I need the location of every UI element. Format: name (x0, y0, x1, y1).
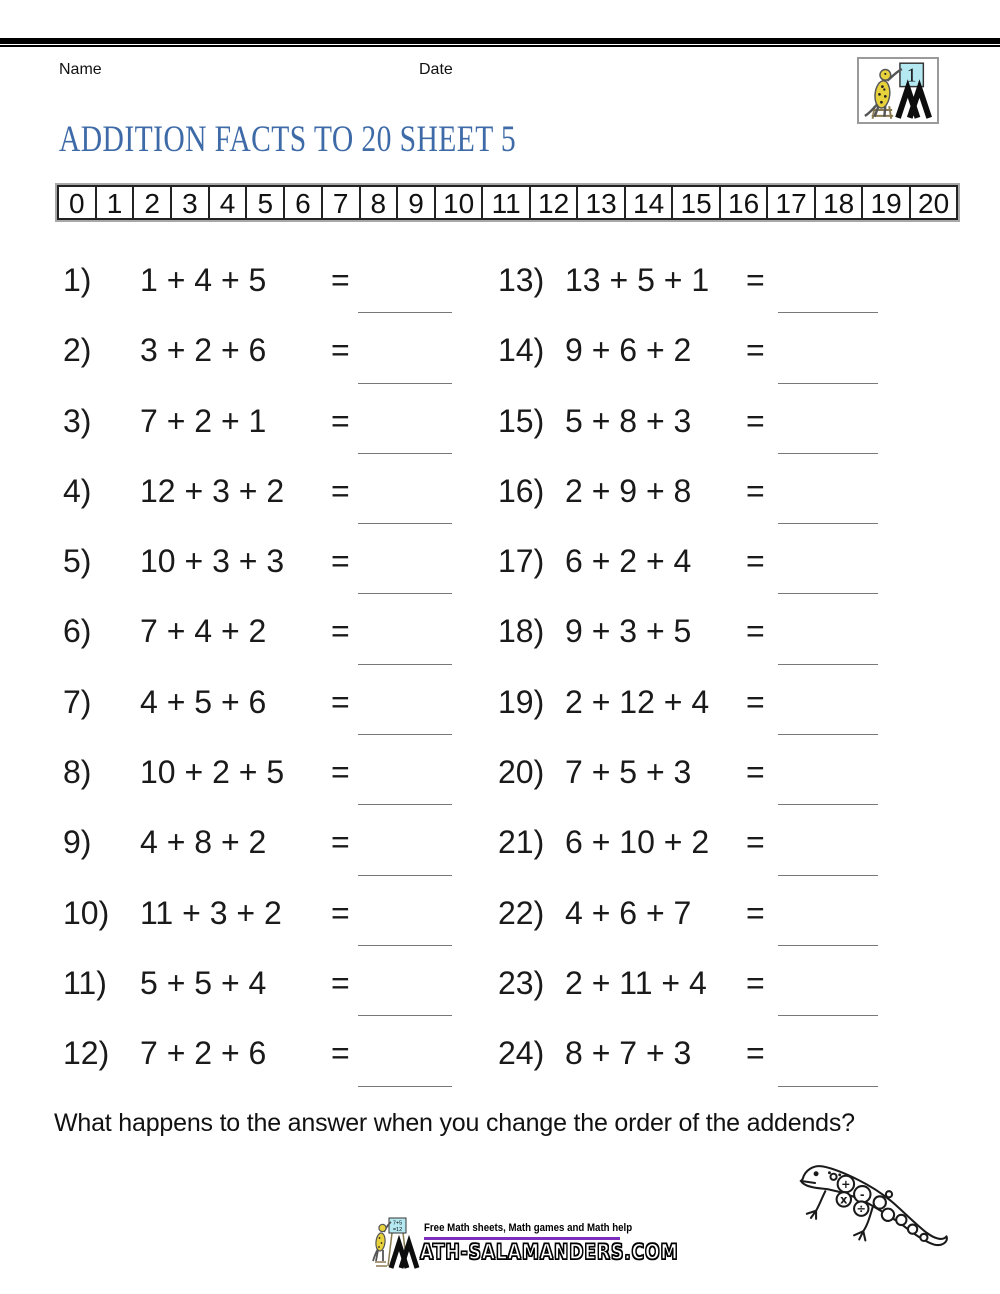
problem-row (0, 539, 1000, 609)
number-line-cell: 8 (361, 187, 399, 218)
problem-number: 4) (63, 472, 92, 509)
equals-sign: = (331, 683, 350, 720)
date-label: Date (419, 61, 453, 78)
problem-number: 19) (498, 683, 545, 720)
problem-expression: 4 + 8 + 2 (140, 824, 267, 861)
equals-sign: = (746, 472, 765, 509)
answer-blank[interactable] (778, 1015, 878, 1016)
footer-salamander-icon (372, 1216, 420, 1270)
salamander-drawing (788, 1146, 953, 1261)
number-line-cell: 18 (816, 187, 864, 218)
problem-number: 18) (498, 613, 545, 650)
problems-grid (0, 258, 1000, 1102)
equals-sign: = (331, 894, 350, 931)
problem-expression: 8 + 7 + 3 (565, 1035, 692, 1072)
answer-blank[interactable] (778, 804, 878, 805)
problem-number: 2) (63, 332, 92, 369)
equals-sign: = (331, 613, 350, 650)
problem-row (0, 399, 1000, 469)
number-line-cell: 7 (323, 187, 361, 218)
problem-row (0, 258, 1000, 328)
answer-blank[interactable] (778, 734, 878, 735)
problem-expression: 2 + 11 + 4 (565, 964, 707, 1001)
equals-sign: = (746, 613, 765, 650)
answer-blank[interactable] (358, 734, 452, 735)
problem-number: 8) (63, 754, 92, 791)
problem-number: 22) (498, 894, 545, 931)
answer-blank[interactable] (778, 383, 878, 384)
problem-number: 7) (63, 683, 92, 720)
number-line-cell: 20 (918, 188, 950, 219)
answer-blank[interactable] (778, 593, 878, 594)
problem-expression: 4 + 5 + 6 (140, 683, 267, 720)
problem-expression: 7 + 4 + 2 (140, 613, 267, 650)
number-line-cell: 14 (626, 187, 674, 218)
problem-number: 3) (63, 402, 92, 439)
answer-blank[interactable] (358, 383, 452, 384)
equals-sign: = (331, 472, 350, 509)
answer-blank[interactable] (358, 804, 452, 805)
problem-row (0, 820, 1000, 890)
problem-row (0, 750, 1000, 820)
answer-blank[interactable] (358, 945, 452, 946)
footer-tagline: Free Math sheets, Math games and Math help (424, 1222, 633, 1234)
answer-blank[interactable] (358, 453, 452, 454)
equals-sign: = (331, 1035, 350, 1072)
equals-sign: = (331, 332, 350, 369)
equals-sign: = (746, 824, 765, 861)
number-line-cell: 2 (134, 187, 172, 218)
problem-expression: 5 + 5 + 4 (140, 964, 267, 1001)
number-line-cell: 6 (285, 187, 323, 218)
problem-number: 24) (498, 1035, 545, 1072)
equals-sign: = (746, 332, 765, 369)
number-line-cell: 3 (172, 187, 210, 218)
problem-expression: 2 + 12 + 4 (565, 683, 710, 720)
equals-sign: = (331, 754, 350, 791)
problem-row (0, 609, 1000, 679)
gecko-plus-symbol: + (841, 1178, 851, 1192)
answer-blank[interactable] (358, 523, 452, 524)
top-rule (0, 38, 1000, 47)
number-line-cell: 13 (578, 187, 626, 218)
problem-number: 11) (63, 964, 107, 1001)
equals-sign: = (746, 402, 765, 439)
number-line-cell: 17 (768, 187, 816, 218)
number-line (57, 185, 958, 220)
problem-number: 17) (498, 543, 545, 580)
problem-expression: 6 + 10 + 2 (565, 824, 710, 861)
problem-number: 15) (498, 402, 545, 439)
answer-blank[interactable] (358, 312, 452, 313)
answer-blank[interactable] (778, 453, 878, 454)
number-line-cell: 11 (483, 187, 531, 218)
problem-expression: 7 + 2 + 1 (140, 402, 267, 439)
problem-number: 9) (63, 824, 92, 861)
problem-expression: 3 + 2 + 6 (140, 332, 267, 369)
logo-sign-number: 1 (906, 65, 917, 87)
number-line-cell: 16 (721, 187, 769, 218)
problem-number: 21) (498, 824, 545, 861)
problem-number: 12) (63, 1035, 110, 1072)
problem-row (0, 961, 1000, 1031)
problem-row (0, 1031, 1000, 1101)
equals-sign: = (331, 262, 350, 298)
answer-blank[interactable] (778, 523, 878, 524)
page-title: ADDITION FACTS TO 20 SHEET 5 (59, 119, 517, 160)
footer-question: What happens to the answer when you change the order of the addends? (54, 1109, 855, 1137)
equals-sign: = (746, 683, 765, 720)
problem-expression: 11 + 3 + 2 (140, 894, 282, 931)
logo-salamander-icon (859, 59, 937, 122)
footer-sign-line2: =12 (392, 1227, 403, 1233)
number-line-cell: 12 (531, 187, 579, 218)
problem-expression: 9 + 3 + 5 (565, 613, 692, 650)
number-line-cell: 10 (436, 187, 484, 218)
equals-sign: = (746, 543, 765, 580)
problem-expression: 1 + 4 + 5 (140, 262, 267, 298)
problem-number: 23) (498, 964, 545, 1001)
problem-expression: 5 + 8 + 3 (565, 402, 692, 439)
problem-number: 14) (498, 332, 545, 369)
answer-blank[interactable] (358, 593, 452, 594)
problem-number: 6) (63, 613, 92, 650)
problem-number: 13) (498, 262, 545, 298)
number-line-cell: 15 (673, 187, 721, 218)
footer-sign-line1: 7+5 (392, 1220, 403, 1227)
answer-blank[interactable] (778, 1086, 878, 1087)
equals-sign: = (746, 1035, 765, 1072)
problem-expression: 12 + 3 + 2 (140, 472, 285, 509)
problem-expression: 6 + 2 + 4 (565, 543, 692, 580)
gecko-minus-symbol: - (859, 1188, 865, 1202)
problem-number: 10) (63, 894, 110, 931)
problem-number: 1) (63, 262, 92, 298)
answer-blank[interactable] (358, 1086, 452, 1087)
answer-blank[interactable] (358, 1015, 452, 1016)
math-salamanders-logo (857, 57, 939, 124)
answer-blank[interactable] (778, 664, 878, 665)
problem-expression: 13 + 5 + 1 (565, 262, 710, 298)
problem-row (0, 328, 1000, 398)
problem-expression: 7 + 2 + 6 (140, 1035, 267, 1072)
number-line-cell: 5 (247, 187, 285, 218)
number-line-cell: 19 (863, 187, 911, 218)
number-line-cell: 0 (59, 187, 97, 218)
equals-sign: = (746, 964, 765, 1001)
problem-expression: 9 + 6 + 2 (565, 332, 692, 369)
problem-number: 16) (498, 472, 545, 509)
equals-sign: = (746, 754, 765, 791)
problem-expression: 7 + 5 + 3 (565, 754, 692, 791)
answer-blank[interactable] (358, 664, 452, 665)
equals-sign: = (331, 402, 350, 439)
problem-row (0, 891, 1000, 961)
problem-row (0, 469, 1000, 539)
equals-sign: = (746, 262, 765, 298)
equals-sign: = (746, 894, 765, 931)
problem-expression: 2 + 9 + 8 (565, 472, 692, 509)
name-label: Name (59, 61, 102, 78)
problem-expression: 4 + 6 + 7 (565, 894, 692, 931)
answer-blank[interactable] (778, 312, 878, 313)
problem-expression: 10 + 2 + 5 (140, 754, 285, 791)
problem-expression: 10 + 3 + 3 (140, 543, 285, 580)
footer-site-name: ATH-SALAMANDERS.COM (420, 1240, 679, 1264)
problem-row (0, 680, 1000, 750)
gecko-times-symbol: x (840, 1193, 848, 1207)
number-line-cell: 1 (97, 187, 135, 218)
equals-sign: = (331, 964, 350, 1001)
equals-sign: = (331, 824, 350, 861)
gecko-divide-symbol: ÷ (856, 1202, 866, 1216)
problem-number: 5) (63, 543, 92, 580)
answer-blank[interactable] (778, 875, 878, 876)
number-line-cell: 4 (210, 187, 248, 218)
number-line-cell: 9 (398, 187, 436, 218)
problem-number: 20) (498, 754, 545, 791)
answer-blank[interactable] (778, 945, 878, 946)
answer-blank[interactable] (358, 875, 452, 876)
equals-sign: = (331, 543, 350, 580)
